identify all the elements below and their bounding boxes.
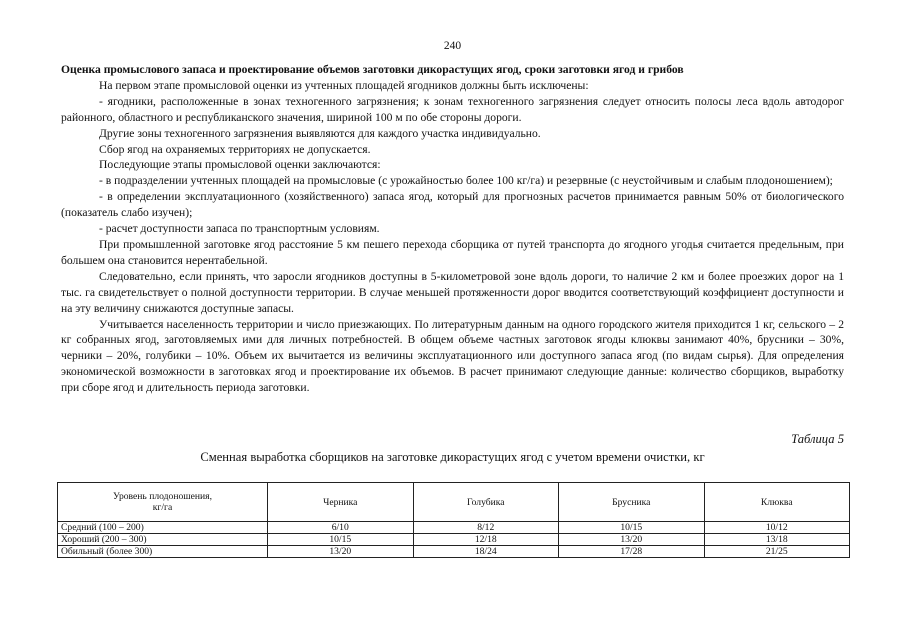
table-cell: 17/28 — [559, 546, 705, 558]
paragraph: Последующие этапы промысловой оценки заключаются: — [99, 158, 381, 172]
yield-table — [57, 482, 850, 558]
table-cell: 13/20 — [268, 546, 414, 558]
body-text — [61, 62, 844, 396]
paragraph: Следовательно, если принять, что заросли ягодников доступны в 5-километровой зоне вдоль дороги, то наличие 2 км и более проезжих дорог на 1 тыс. га свидетельствует о полной доступности территории. В случае меньшей протяженности дорог вводится соответствующий коэффициент доступности и на эту величину снижаются доступные запасы. — [61, 269, 844, 315]
paragraph: На первом этапе промысловой оценки из учтенных площадей ягодников должны быть исключены: — [99, 78, 589, 92]
table-cell: 12/18 — [413, 534, 559, 546]
row-level: Обильный (более 300) — [58, 546, 268, 558]
table-cell: 8/12 — [413, 522, 559, 534]
paragraph: - в определении эксплуатационного (хозяйственного) запаса ягод, который для прогнозных расчетов принимается равным 50% от биологического (показатель слабо изучен); — [61, 190, 844, 220]
header-level — [58, 483, 268, 522]
table-header-row — [58, 483, 850, 522]
paragraph: - расчет доступности запаса по транспортным условиям. — [99, 222, 380, 236]
paragraph: Другие зоны техногенного загрязнения выявляются для каждого участка индивидуально. — [99, 126, 541, 140]
table-cell: 21/25 — [704, 546, 850, 558]
row-level: Средний (100 – 200) — [58, 522, 268, 534]
header-bilberry: Черника — [268, 483, 414, 522]
table-cell: 10/15 — [559, 522, 705, 534]
section-heading: Оценка промыслового запаса и проектирование объемов заготовки дикорастущих ягод, сроки заготовки ягод и грибов — [61, 63, 684, 76]
table-cell: 6/10 — [268, 522, 414, 534]
table-label: Таблица 5 — [791, 432, 844, 446]
paragraph: - ягодники, расположенные в зонах техногенного загрязнения; к зонам техногенного загрязнения следует относить полосы леса вдоль автодорог районного, областного и республиканского значения, шириной 100 м по обе стороны дороги. — [61, 94, 844, 124]
table-row — [58, 546, 850, 558]
table-cell: 18/24 — [413, 546, 559, 558]
table-cell: 13/20 — [559, 534, 705, 546]
header-cranberry: Клюква — [704, 483, 850, 522]
table-cell: 13/18 — [704, 534, 850, 546]
paragraph: - в подразделении учтенных площадей на промысловые (с урожайностью более 100 кг/га) и резервные (с неустойчивым и слабым плодоношением); — [99, 174, 833, 188]
table-row — [58, 522, 850, 534]
table-row — [58, 534, 850, 546]
paragraph: При промышленной заготовке ягод расстояние 5 км пешего перехода сборщика от путей транспорта до ягодного угодья считается предельным, при большем она становится нерентабельной. — [61, 237, 844, 267]
table-title: Сменная выработка сборщиков на заготовке дикорастущих ягод с учетом времени очистки, кг — [200, 450, 705, 464]
table-cell: 10/12 — [704, 522, 850, 534]
table-cell: 10/15 — [268, 534, 414, 546]
header-lingonberry: Брусника — [559, 483, 705, 522]
paragraph: Учитывается населенность территории и число приезжающих. По литературным данным на одного городского жителя приходится 1 кг, сельского – 2 кг собранных ягод, заготовляемых ими для личных потребностей. В общем объеме частных заготовок ягоды клюквы занимают 40%, брусники – 30%, черники – 20%, голубики – 10%. Объем их вычитается из величины эксплуатационного или доступного запаса ягод (по видам сырья). Для определения экономической возможности в заготовках ягод и проектирование их объемов. В расчет принимают следующие данные: количество сборщиков, выработку при сборе ягод и длительность периода заготовки. — [61, 317, 844, 395]
page-number: 240 — [443, 40, 462, 52]
header-blueberry: Голубика — [413, 483, 559, 522]
header-level-unit: кг/га — [152, 502, 173, 513]
header-level-label: Уровень плодоношения, — [113, 491, 212, 502]
row-level: Хороший (200 – 300) — [58, 534, 268, 546]
paragraph: Сбор ягод на охраняемых территориях не допускается. — [99, 142, 371, 156]
